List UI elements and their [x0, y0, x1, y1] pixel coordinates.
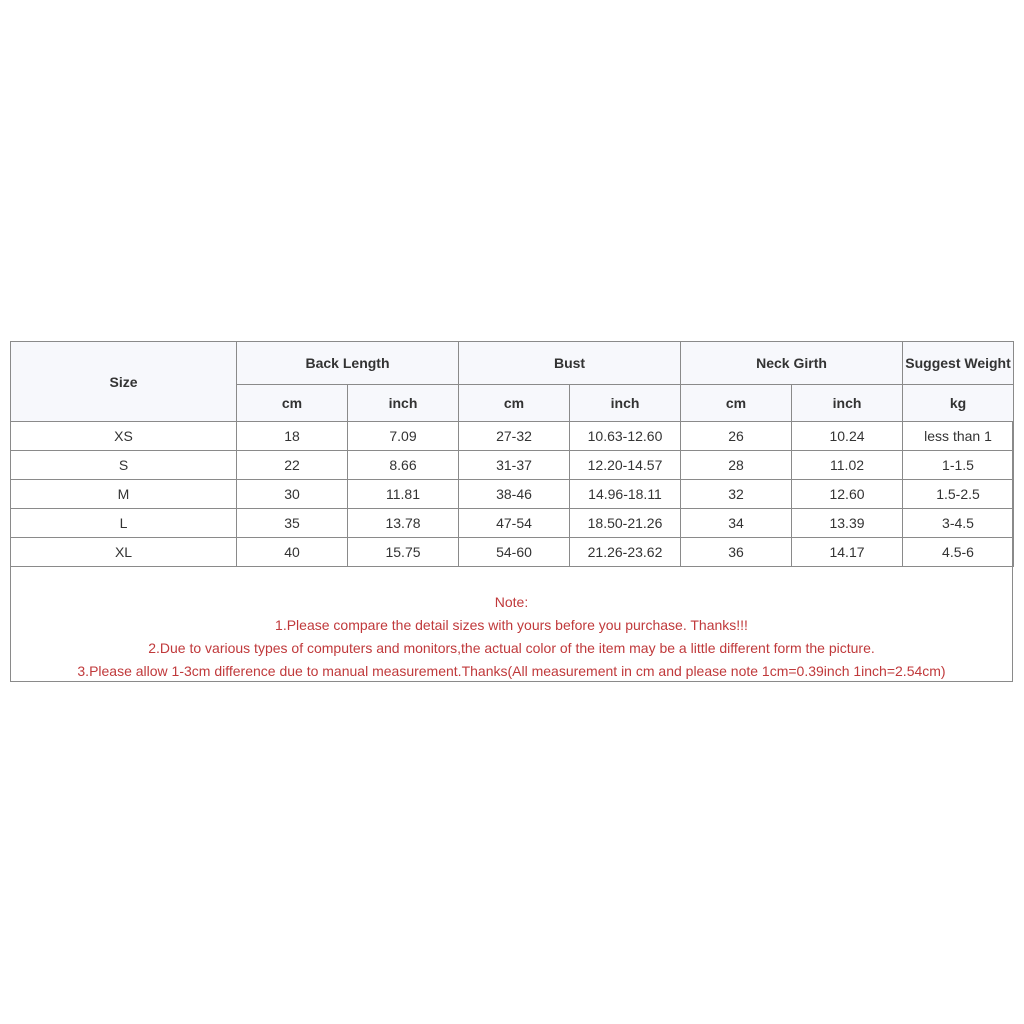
table-cell: 11.81: [348, 480, 459, 509]
table-cell: 13.39: [792, 509, 903, 538]
unit-header: cm: [459, 385, 570, 422]
table-cell: 3-4.5: [903, 509, 1014, 538]
table-cell: 1-1.5: [903, 451, 1014, 480]
suggest-weight-header: Suggest Weight: [903, 342, 1014, 385]
table-cell: 36: [681, 538, 792, 567]
table-cell: 21.26-23.62: [570, 538, 681, 567]
table-row: [11, 422, 1014, 451]
unit-header: cm: [237, 385, 348, 422]
size-header: Size: [11, 342, 237, 422]
size-chart: [10, 341, 1013, 682]
note-line: 2.Due to various types of computers and monitors,the actual color of the item may be a little different form the picture.: [148, 640, 875, 656]
note-line: 3.Please allow 1-3cm difference due to manual measurement.Thanks(All measurement in cm and please note 1cm=0.39inch 1inch=2.54cm): [77, 663, 946, 679]
table-cell: 22: [237, 451, 348, 480]
table-cell: 31-37: [459, 451, 570, 480]
table-cell: 10.24: [792, 422, 903, 451]
table-cell: 38-46: [459, 480, 570, 509]
size-cell: XS: [11, 422, 237, 451]
notes-section: [11, 567, 1012, 683]
table-cell: 12.60: [792, 480, 903, 509]
table-cell: 13.78: [348, 509, 459, 538]
bust-header: Bust: [459, 342, 681, 385]
table-cell: 14.96-18.11: [570, 480, 681, 509]
unit-header: kg: [903, 385, 1014, 422]
table-cell: 10.63-12.60: [570, 422, 681, 451]
table-cell: 26: [681, 422, 792, 451]
table-cell: 11.02: [792, 451, 903, 480]
table-cell: 18: [237, 422, 348, 451]
table-cell: 47-54: [459, 509, 570, 538]
table-cell: 8.66: [348, 451, 459, 480]
table-cell: 32: [681, 480, 792, 509]
note-line: 1.Please compare the detail sizes with yours before you purchase. Thanks!!!: [275, 617, 748, 633]
table-cell: 34: [681, 509, 792, 538]
unit-header: inch: [570, 385, 681, 422]
size-cell: S: [11, 451, 237, 480]
table-cell: 27-32: [459, 422, 570, 451]
header-row-groups: [11, 342, 1014, 385]
size-cell: L: [11, 509, 237, 538]
size-cell: XL: [11, 538, 237, 567]
note-title: Note:: [494, 594, 529, 610]
unit-header: inch: [792, 385, 903, 422]
table-cell: 35: [237, 509, 348, 538]
table-cell: 54-60: [459, 538, 570, 567]
size-cell: M: [11, 480, 237, 509]
table-cell: 12.20-14.57: [570, 451, 681, 480]
table-cell: 40: [237, 538, 348, 567]
table-cell: 18.50-21.26: [570, 509, 681, 538]
table-cell: 1.5-2.5: [903, 480, 1014, 509]
table-cell: 15.75: [348, 538, 459, 567]
neck-girth-header: Neck Girth: [681, 342, 903, 385]
unit-header: cm: [681, 385, 792, 422]
table-row: [11, 538, 1014, 567]
table-row: [11, 480, 1014, 509]
table-cell: 14.17: [792, 538, 903, 567]
table-row: [11, 451, 1014, 480]
table-cell: 7.09: [348, 422, 459, 451]
back-length-header: Back Length: [237, 342, 459, 385]
table-cell: 28: [681, 451, 792, 480]
table-cell: less than 1: [903, 422, 1014, 451]
table-cell: 30: [237, 480, 348, 509]
table-row: [11, 509, 1014, 538]
unit-header: inch: [348, 385, 459, 422]
size-table: [10, 341, 1014, 567]
table-cell: 4.5-6: [903, 538, 1014, 567]
